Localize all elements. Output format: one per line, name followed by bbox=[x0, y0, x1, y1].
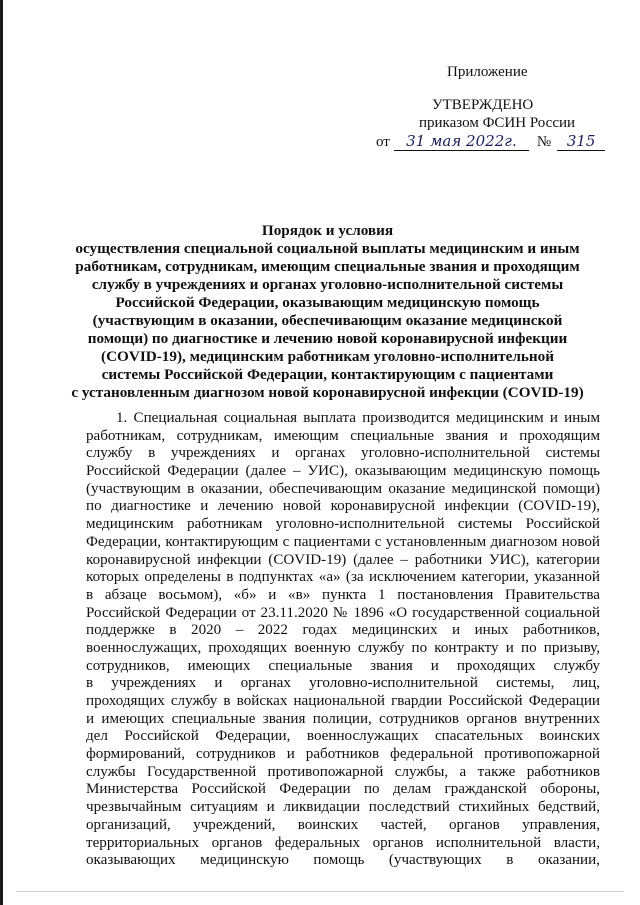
title-line: (участвующим в оказании, обеспечивающим оказание медицинской bbox=[92, 312, 563, 329]
body-line: военнослужащих, проходящих военную службу по контракту и по призыву, bbox=[86, 639, 600, 656]
body-line: оказывающих медицинскую помощь (участвующих в оказании, bbox=[86, 852, 600, 869]
body-line: Федерации, контактирующим с пациентами с установленным диагнозом новой bbox=[86, 533, 600, 550]
body-line: дел Российской Федерации, военнослужащих спасательных воинских bbox=[86, 728, 600, 745]
body-line: в учреждениях и органах уголовно-исполнительной системы, лиц, bbox=[86, 675, 600, 692]
order-date-number bbox=[376, 132, 606, 151]
body-line: Министерства Российской Федерации по делам гражданской обороны, bbox=[86, 781, 600, 798]
body-line: (участвующим в оказании, обеспечивающим оказание медицинской помощи) bbox=[86, 480, 600, 497]
body-line: службы Государственной противопожарной службы, а также работников bbox=[86, 763, 600, 780]
body-line: формирований, сотрудников и работников федеральной противопожарной bbox=[86, 746, 600, 763]
scan-bottom-edge bbox=[16, 891, 624, 892]
body-line: работникам, сотрудникам, имеющим специальные звания и проходящим bbox=[86, 427, 600, 444]
body-line: Российской Федерации (далее – УИС), оказывающим медицинскую помощь bbox=[86, 463, 600, 480]
body-line: проходящих службу в войсках национальной гвардии Российской Федерации bbox=[86, 693, 600, 709]
body-line: медицинским работникам уголовно-исполнительной системы Российской bbox=[86, 516, 600, 533]
title-line: осуществления специальной социальной выплаты медицинским и иным bbox=[75, 240, 580, 257]
body-line: территориальных органов федеральных органов исполнительной власти, bbox=[86, 834, 600, 851]
title-line: помощи) по диагностике и лечению новой коронавирусной инфекции bbox=[87, 330, 568, 347]
title-line: работникам, сотрудникам, имеющим специальные звания и проходящим bbox=[75, 258, 580, 275]
body-line: которых определены в подпунктах «а» (за исключением категории, указанной bbox=[86, 569, 600, 586]
body-paragraph bbox=[86, 410, 600, 870]
body-line: организаций, учреждений, воинских частей, органов управления, bbox=[86, 816, 600, 833]
body-line: в абзаце восьмом), «б» и «в» пункта 1 постановления Правительства bbox=[86, 586, 600, 603]
title-line: с установленным диагнозом новой коронавирусной инфекции (COVID-19) bbox=[71, 384, 584, 401]
title-line: системы Российской Федерации, контактирующим с пациентами bbox=[101, 366, 554, 383]
body-line: сотрудников, имеющих специальные звания и проходящих службу bbox=[86, 657, 600, 674]
appendix-label: Приложение bbox=[447, 64, 528, 80]
title-line: Российской Федерации, оказывающим медицинскую помощь bbox=[115, 294, 540, 311]
handwritten-number: 315 bbox=[557, 132, 605, 151]
number-sign: № bbox=[536, 134, 552, 150]
from-prefix: от bbox=[376, 134, 390, 150]
body-line: 1. Специальная социальная выплата производится медицинским и иным bbox=[116, 410, 600, 426]
document-title bbox=[40, 222, 615, 402]
body-line: по диагностике и лечению новой коронавирусной инфекции (COVID-19), bbox=[86, 498, 600, 515]
title-line: службу в учреждениях и органах уголовно-исполнительной системы bbox=[91, 276, 564, 293]
title-line: (COVID-19), медицинским работникам уголовно-исполнительной bbox=[101, 348, 554, 365]
body-line: и имеющих специальные звания полиции, сотрудников органов внутренних bbox=[86, 710, 600, 727]
order-reference: приказом ФСИН России bbox=[419, 115, 576, 131]
body-line: службу в учреждениях и органах уголовно-исполнительной системы bbox=[86, 445, 600, 462]
body-line: чрезвычайным ситуациям и ликвидации последствий стихийных бедствий, bbox=[86, 799, 600, 816]
handwritten-date: 31 мая 2022г. bbox=[394, 132, 529, 151]
body-line: поддержке в 2020 – 2022 годах медицинских и иных работников, bbox=[86, 622, 600, 639]
body-line: Российской Федерации от 23.11.2020 № 1896 «О государственной социальной bbox=[86, 604, 600, 621]
title-line: Порядок и условия bbox=[261, 222, 394, 239]
scan-edge bbox=[0, 0, 3, 905]
approval-block bbox=[376, 96, 606, 151]
body-line: коронавирусной инфекции (COVID-19) (далее – работники УИС), категории bbox=[86, 551, 600, 568]
approved-label: УТВЕРЖДЕНО bbox=[432, 97, 534, 113]
